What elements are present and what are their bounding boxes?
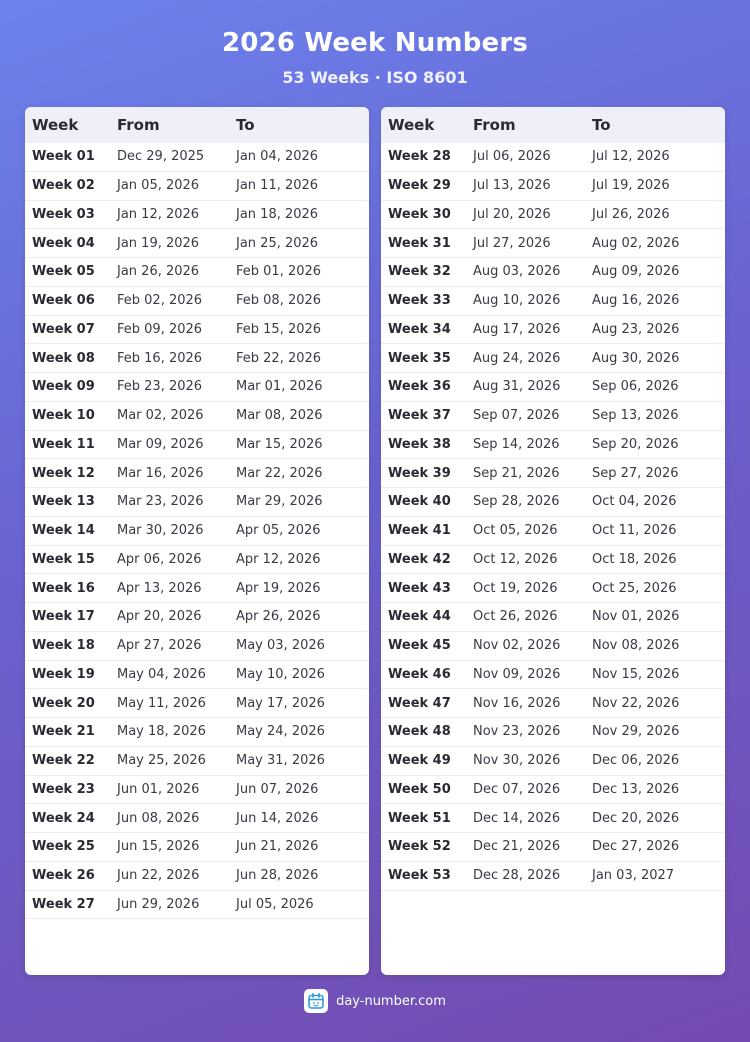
week-cell: Week 12	[32, 465, 95, 481]
page-title: 2026 Week Numbers	[221, 28, 529, 58]
page-subtitle: 53 Weeks · ISO 8601	[282, 68, 468, 87]
week-cell: Week 09	[32, 379, 95, 395]
week-cell: Week 44	[388, 609, 451, 625]
table-row	[381, 402, 725, 431]
to-date-cell: Jan 04, 2026	[236, 149, 319, 165]
to-date-cell: Oct 04, 2026	[592, 494, 677, 510]
table-body	[381, 143, 725, 891]
to-date-cell: Feb 15, 2026	[236, 321, 322, 337]
table-row	[25, 603, 369, 632]
table-row	[25, 804, 369, 833]
table-row	[25, 833, 369, 862]
table-body	[25, 143, 369, 919]
to-date-cell: Sep 13, 2026	[592, 408, 679, 424]
week-cell: Week 25	[32, 839, 95, 855]
footer	[0, 988, 750, 1014]
week-table-left	[25, 107, 369, 975]
to-date-cell: Jul 19, 2026	[592, 178, 670, 194]
table-row	[381, 373, 725, 402]
table-row	[381, 689, 725, 718]
to-date-cell: Jun 21, 2026	[236, 839, 319, 855]
from-date-cell: Jun 08, 2026	[117, 810, 200, 826]
to-date-cell: Mar 22, 2026	[236, 465, 323, 481]
week-cell: Week 22	[32, 753, 95, 769]
to-date-cell: Mar 29, 2026	[236, 494, 323, 510]
to-date-cell: Jul 26, 2026	[592, 206, 670, 222]
table-row	[25, 546, 369, 575]
from-date-cell: Sep 28, 2026	[473, 494, 560, 510]
column-header-to: To	[592, 116, 611, 134]
to-date-cell: Dec 13, 2026	[592, 781, 680, 797]
from-date-cell: Feb 23, 2026	[117, 379, 203, 395]
week-cell: Week 51	[388, 810, 451, 826]
from-date-cell: Jul 13, 2026	[473, 178, 551, 194]
to-date-cell: Jun 07, 2026	[236, 781, 319, 797]
table-row	[381, 459, 725, 488]
to-date-cell: Jan 18, 2026	[236, 206, 319, 222]
from-date-cell: Jan 19, 2026	[117, 235, 200, 251]
week-cell: Week 14	[32, 523, 95, 539]
from-date-cell: Mar 02, 2026	[117, 408, 204, 424]
to-date-cell: Apr 12, 2026	[236, 551, 321, 567]
week-cell: Week 16	[32, 580, 95, 596]
to-date-cell: Nov 22, 2026	[592, 695, 680, 711]
table-row	[25, 488, 369, 517]
from-date-cell: Oct 05, 2026	[473, 523, 558, 539]
table-row	[381, 201, 725, 230]
week-cell: Week 24	[32, 810, 95, 826]
table-row	[25, 172, 369, 201]
column-header-week: Week	[32, 116, 79, 134]
from-date-cell: Feb 09, 2026	[117, 321, 203, 337]
table-row	[381, 287, 725, 316]
table-row	[25, 402, 369, 431]
table-header	[381, 107, 725, 143]
table-row	[25, 258, 369, 287]
week-cell: Week 07	[32, 321, 95, 337]
to-date-cell: Mar 15, 2026	[236, 436, 323, 452]
column-header-from: From	[117, 116, 160, 134]
week-cell: Week 26	[32, 868, 95, 884]
week-cell: Week 03	[32, 206, 95, 222]
from-date-cell: Jul 20, 2026	[473, 206, 551, 222]
table-row	[381, 862, 725, 891]
table-row	[381, 431, 725, 460]
from-date-cell: Jun 22, 2026	[117, 868, 200, 884]
from-date-cell: Apr 06, 2026	[117, 551, 202, 567]
week-cell: Week 02	[32, 178, 95, 194]
week-cell: Week 18	[32, 638, 95, 654]
from-date-cell: Mar 09, 2026	[117, 436, 204, 452]
table-row	[25, 517, 369, 546]
table-row	[381, 747, 725, 776]
to-date-cell: Sep 20, 2026	[592, 436, 679, 452]
from-date-cell: Nov 16, 2026	[473, 695, 561, 711]
from-date-cell: Apr 27, 2026	[117, 638, 202, 654]
week-cell: Week 38	[388, 436, 451, 452]
table-row	[381, 603, 725, 632]
table-row	[381, 718, 725, 747]
to-date-cell: Dec 06, 2026	[592, 753, 680, 769]
to-date-cell: Nov 15, 2026	[592, 666, 680, 682]
from-date-cell: Aug 17, 2026	[473, 321, 561, 337]
table-row	[381, 517, 725, 546]
week-cell: Week 31	[388, 235, 451, 251]
from-date-cell: Oct 19, 2026	[473, 580, 558, 596]
site-name[interactable]: day-number.com	[336, 993, 446, 1009]
from-date-cell: Mar 16, 2026	[117, 465, 204, 481]
week-cell: Week 30	[388, 206, 451, 222]
week-cell: Week 20	[32, 695, 95, 711]
week-cell: Week 36	[388, 379, 451, 395]
table-row	[381, 258, 725, 287]
week-cell: Week 28	[388, 149, 451, 165]
table-row	[25, 574, 369, 603]
table-row	[25, 862, 369, 891]
from-date-cell: Jun 15, 2026	[117, 839, 200, 855]
week-cell: Week 40	[388, 494, 451, 510]
to-date-cell: Apr 19, 2026	[236, 580, 321, 596]
to-date-cell: Nov 08, 2026	[592, 638, 680, 654]
table-row	[25, 718, 369, 747]
week-cell: Week 43	[388, 580, 451, 596]
week-cell: Week 42	[388, 551, 451, 567]
table-row	[381, 546, 725, 575]
from-date-cell: Nov 02, 2026	[473, 638, 561, 654]
from-date-cell: May 18, 2026	[117, 724, 206, 740]
from-date-cell: Jan 26, 2026	[117, 264, 200, 280]
to-date-cell: Nov 29, 2026	[592, 724, 680, 740]
to-date-cell: Apr 26, 2026	[236, 609, 321, 625]
from-date-cell: Jan 12, 2026	[117, 206, 200, 222]
table-row	[25, 287, 369, 316]
from-date-cell: Jul 27, 2026	[473, 235, 551, 251]
table-row	[381, 172, 725, 201]
table-row	[381, 776, 725, 805]
from-date-cell: May 04, 2026	[117, 666, 206, 682]
table-row	[381, 488, 725, 517]
table-row	[25, 689, 369, 718]
from-date-cell: Nov 30, 2026	[473, 753, 561, 769]
to-date-cell: Aug 23, 2026	[592, 321, 680, 337]
week-cell: Week 39	[388, 465, 451, 481]
from-date-cell: Oct 26, 2026	[473, 609, 558, 625]
table-row	[381, 229, 725, 258]
from-date-cell: Jun 01, 2026	[117, 781, 200, 797]
table-row	[25, 143, 369, 172]
column-header-week: Week	[388, 116, 435, 134]
table-row	[381, 804, 725, 833]
to-date-cell: Aug 02, 2026	[592, 235, 680, 251]
table-row	[25, 776, 369, 805]
to-date-cell: Oct 18, 2026	[592, 551, 677, 567]
week-cell: Week 47	[388, 695, 451, 711]
to-date-cell: Oct 11, 2026	[592, 523, 677, 539]
week-cell: Week 27	[32, 896, 95, 912]
from-date-cell: Dec 14, 2026	[473, 810, 561, 826]
calendar-icon	[304, 989, 328, 1013]
table-row	[381, 632, 725, 661]
week-cell: Week 52	[388, 839, 451, 855]
from-date-cell: Apr 20, 2026	[117, 609, 202, 625]
week-cell: Week 50	[388, 781, 451, 797]
week-cell: Week 45	[388, 638, 451, 654]
from-date-cell: Dec 28, 2026	[473, 868, 561, 884]
from-date-cell: Aug 10, 2026	[473, 293, 561, 309]
table-row	[25, 891, 369, 920]
table-row	[25, 201, 369, 230]
table-row	[25, 632, 369, 661]
from-date-cell: Sep 14, 2026	[473, 436, 560, 452]
from-date-cell: Aug 31, 2026	[473, 379, 561, 395]
from-date-cell: Dec 07, 2026	[473, 781, 561, 797]
week-cell: Week 19	[32, 666, 95, 682]
table-row	[381, 344, 725, 373]
week-cell: Week 29	[388, 178, 451, 194]
from-date-cell: Aug 24, 2026	[473, 350, 561, 366]
to-date-cell: May 17, 2026	[236, 695, 325, 711]
week-cell: Week 35	[388, 350, 451, 366]
table-row	[25, 316, 369, 345]
week-cell: Week 23	[32, 781, 95, 797]
from-date-cell: Jul 06, 2026	[473, 149, 551, 165]
from-date-cell: May 11, 2026	[117, 695, 206, 711]
week-cell: Week 05	[32, 264, 95, 280]
week-cell: Week 08	[32, 350, 95, 366]
from-date-cell: Sep 07, 2026	[473, 408, 560, 424]
week-cell: Week 48	[388, 724, 451, 740]
to-date-cell: Sep 06, 2026	[592, 379, 679, 395]
to-date-cell: Aug 30, 2026	[592, 350, 680, 366]
week-cell: Week 15	[32, 551, 95, 567]
to-date-cell: Nov 01, 2026	[592, 609, 680, 625]
table-row	[381, 316, 725, 345]
to-date-cell: Feb 22, 2026	[236, 350, 322, 366]
week-cell: Week 41	[388, 523, 451, 539]
week-cell: Week 49	[388, 753, 451, 769]
from-date-cell: Apr 13, 2026	[117, 580, 202, 596]
to-date-cell: Mar 01, 2026	[236, 379, 323, 395]
to-date-cell: Oct 25, 2026	[592, 580, 677, 596]
to-date-cell: May 10, 2026	[236, 666, 325, 682]
week-cell: Week 13	[32, 494, 95, 510]
to-date-cell: Jun 14, 2026	[236, 810, 319, 826]
table-row	[25, 459, 369, 488]
from-date-cell: Oct 12, 2026	[473, 551, 558, 567]
to-date-cell: May 03, 2026	[236, 638, 325, 654]
table-header	[25, 107, 369, 143]
week-cell: Week 01	[32, 149, 95, 165]
from-date-cell: Dec 21, 2026	[473, 839, 561, 855]
to-date-cell: Jan 25, 2026	[236, 235, 319, 251]
from-date-cell: May 25, 2026	[117, 753, 206, 769]
week-cell: Week 17	[32, 609, 95, 625]
to-date-cell: May 31, 2026	[236, 753, 325, 769]
from-date-cell: Sep 21, 2026	[473, 465, 560, 481]
table-row	[25, 431, 369, 460]
from-date-cell: Jan 05, 2026	[117, 178, 200, 194]
table-row	[381, 661, 725, 690]
to-date-cell: Sep 27, 2026	[592, 465, 679, 481]
from-date-cell: Feb 16, 2026	[117, 350, 203, 366]
week-table-right	[381, 107, 725, 975]
to-date-cell: May 24, 2026	[236, 724, 325, 740]
to-date-cell: Jul 05, 2026	[236, 896, 314, 912]
column-header-from: From	[473, 116, 516, 134]
from-date-cell: Nov 23, 2026	[473, 724, 561, 740]
table-row	[25, 344, 369, 373]
to-date-cell: Mar 08, 2026	[236, 408, 323, 424]
to-date-cell: Dec 27, 2026	[592, 839, 680, 855]
to-date-cell: Jul 12, 2026	[592, 149, 670, 165]
from-date-cell: Mar 23, 2026	[117, 494, 204, 510]
week-cell: Week 34	[388, 321, 451, 337]
to-date-cell: Dec 20, 2026	[592, 810, 680, 826]
column-header-to: To	[236, 116, 255, 134]
week-cell: Week 06	[32, 293, 95, 309]
from-date-cell: Feb 02, 2026	[117, 293, 203, 309]
week-cell: Week 46	[388, 666, 451, 682]
table-row	[381, 833, 725, 862]
to-date-cell: Jun 28, 2026	[236, 868, 319, 884]
to-date-cell: Aug 09, 2026	[592, 264, 680, 280]
to-date-cell: Jan 03, 2027	[592, 868, 675, 884]
week-cell: Week 33	[388, 293, 451, 309]
table-row	[25, 747, 369, 776]
table-row	[25, 373, 369, 402]
to-date-cell: Apr 05, 2026	[236, 523, 321, 539]
table-row	[25, 661, 369, 690]
table-row	[381, 143, 725, 172]
week-cell: Week 04	[32, 235, 95, 251]
from-date-cell: Aug 03, 2026	[473, 264, 561, 280]
from-date-cell: Mar 30, 2026	[117, 523, 204, 539]
to-date-cell: Aug 16, 2026	[592, 293, 680, 309]
week-cell: Week 11	[32, 436, 95, 452]
from-date-cell: Dec 29, 2025	[117, 149, 205, 165]
to-date-cell: Feb 01, 2026	[236, 264, 322, 280]
table-row	[25, 229, 369, 258]
week-cell: Week 53	[388, 868, 451, 884]
table-row	[381, 574, 725, 603]
week-cell: Week 37	[388, 408, 451, 424]
week-cell: Week 10	[32, 408, 95, 424]
from-date-cell: Jun 29, 2026	[117, 896, 200, 912]
from-date-cell: Nov 09, 2026	[473, 666, 561, 682]
to-date-cell: Feb 08, 2026	[236, 293, 322, 309]
week-cell: Week 32	[388, 264, 451, 280]
to-date-cell: Jan 11, 2026	[236, 178, 319, 194]
week-cell: Week 21	[32, 724, 95, 740]
